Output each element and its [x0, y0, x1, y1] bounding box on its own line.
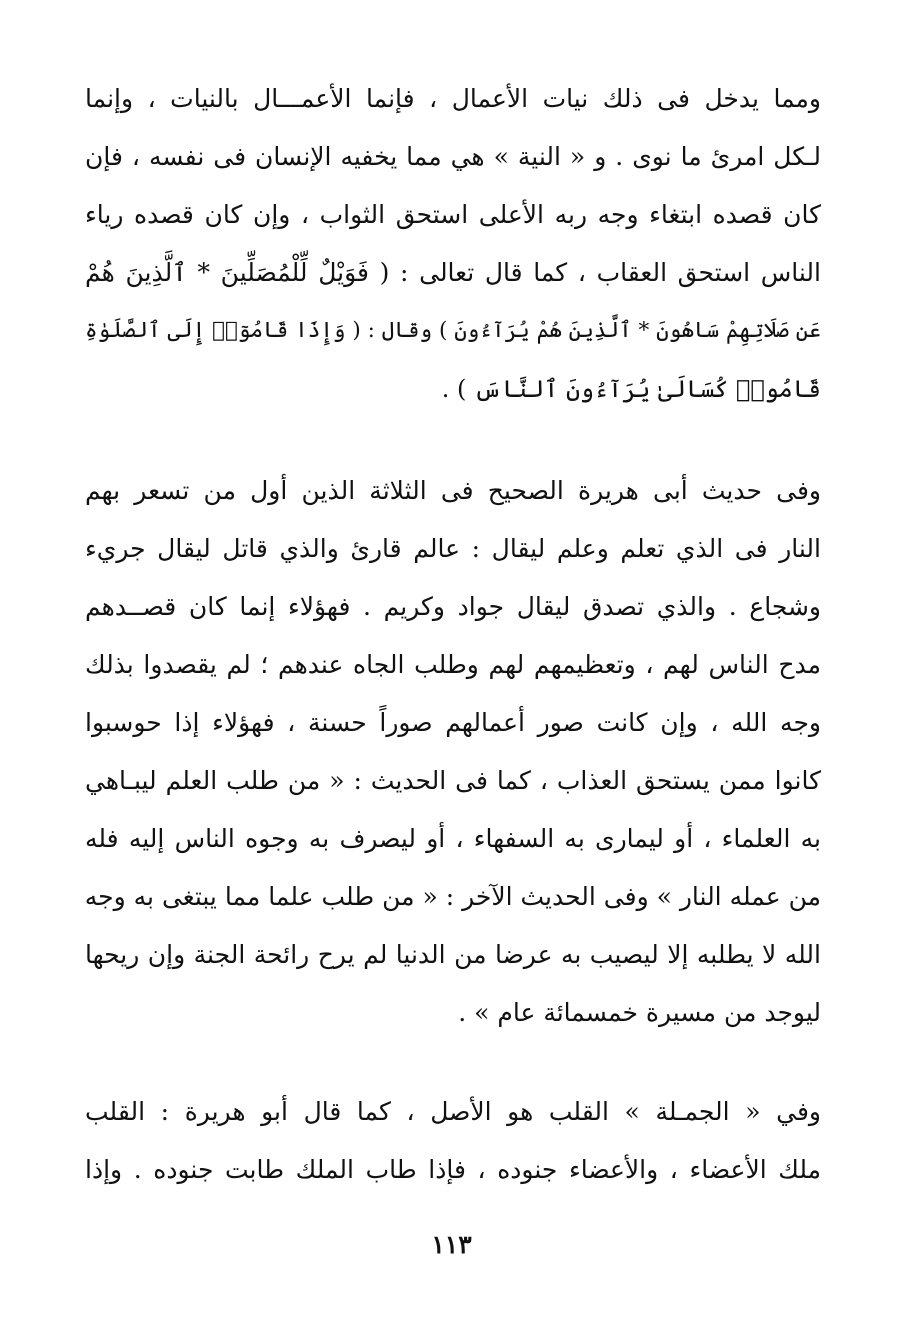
text-line: مدح الناس لهم ، وتعظيمهم لهم وطلب الجاه عندهم ؛ لم يقصدوا بذلك: [85, 650, 821, 679]
text-line: وفى حديث أبى هريرة الصحيح فى الثلاثة الذين أول من تسعر بهم: [85, 476, 821, 505]
text-line: من عمله النار » وفى الحديث الآخر : « من طلب علما مما يبتغى به وجه: [85, 882, 821, 911]
text-line: وفي « الجمـلة » القلب هو الأصل ، كما قال أبو هريرة : القلب: [85, 1097, 821, 1126]
page-number: ١١٣: [431, 1230, 472, 1259]
text-line: كان قصده ابتغاء وجه ربه الأعلى استحق الثواب ، وإن كان قصده رياء: [85, 200, 821, 229]
text-line: ليوجد من مسيرة خمسمائة عام » .: [458, 998, 821, 1027]
text-line: به العلماء ، أو ليمارى به السفهاء ، أو ليصرف به وجوه الناس إليه فله: [85, 824, 821, 853]
quran-verse-line: قَامُوا۟ كُسَالَىٰ يُرَآءُونَ ٱلنَّاسَ ) .: [441, 375, 821, 403]
quran-verse-line: عَن صَلَاتِهِمْ سَاهُونَ * ٱلَّذِينَ هُمْ يُرَآءُونَ ) وقال : ( وَإِذَا قَامُوٓا۟ إِلَى ٱلصَّلَوٰةِ: [85, 318, 821, 343]
text-line: ومما يدخل فى ذلك نيات الأعمال ، فإنما الأعمـــال بالنيات ، وإنما: [85, 84, 821, 113]
text-line: النار فى الذي تعلم وعلم ليقال : عالم قارئ والذي قاتل ليقال جريء: [85, 534, 821, 563]
paragraph-heart: [85, 1083, 821, 1199]
paragraph-intentions: [85, 70, 821, 418]
text-line: الله لا يطلبه إلا ليصيب به عرضا من الدنيا لم يرح رائحة الجنة وإن ريحها: [85, 940, 821, 969]
text-line: الناس استحق العقاب ، كما قال تعالى : ( فَوَيْلٌ لِّلْمُصَلِّينَ * ٱلَّذِينَ هُمْ: [85, 258, 821, 287]
text-line: وشجاع . والذي تصدق ليقال جواد وكريم . فهؤلاء إنما كان قصــدهم: [85, 592, 821, 621]
text-line: وجه الله ، وإن كانت صور أعمالهم صوراً حسنة ، فهؤلاء إذا حوسبوا: [85, 708, 821, 737]
paragraph-hadith-abu-hurayra: [85, 462, 821, 1042]
text-line: ملك الأعضاء ، والأعضاء جنوده ، فإذا طاب الملك طابت جنوده . وإذا: [85, 1155, 821, 1184]
text-line: لـكل امرئ ما نوى . و « النية » هي مما يخفيه الإنسان فى نفسه ، فإن: [85, 142, 821, 171]
text-line: كانوا ممن يستحق العذاب ، كما فى الحديث : « من طلب العلم ليبـاهي: [85, 766, 821, 795]
